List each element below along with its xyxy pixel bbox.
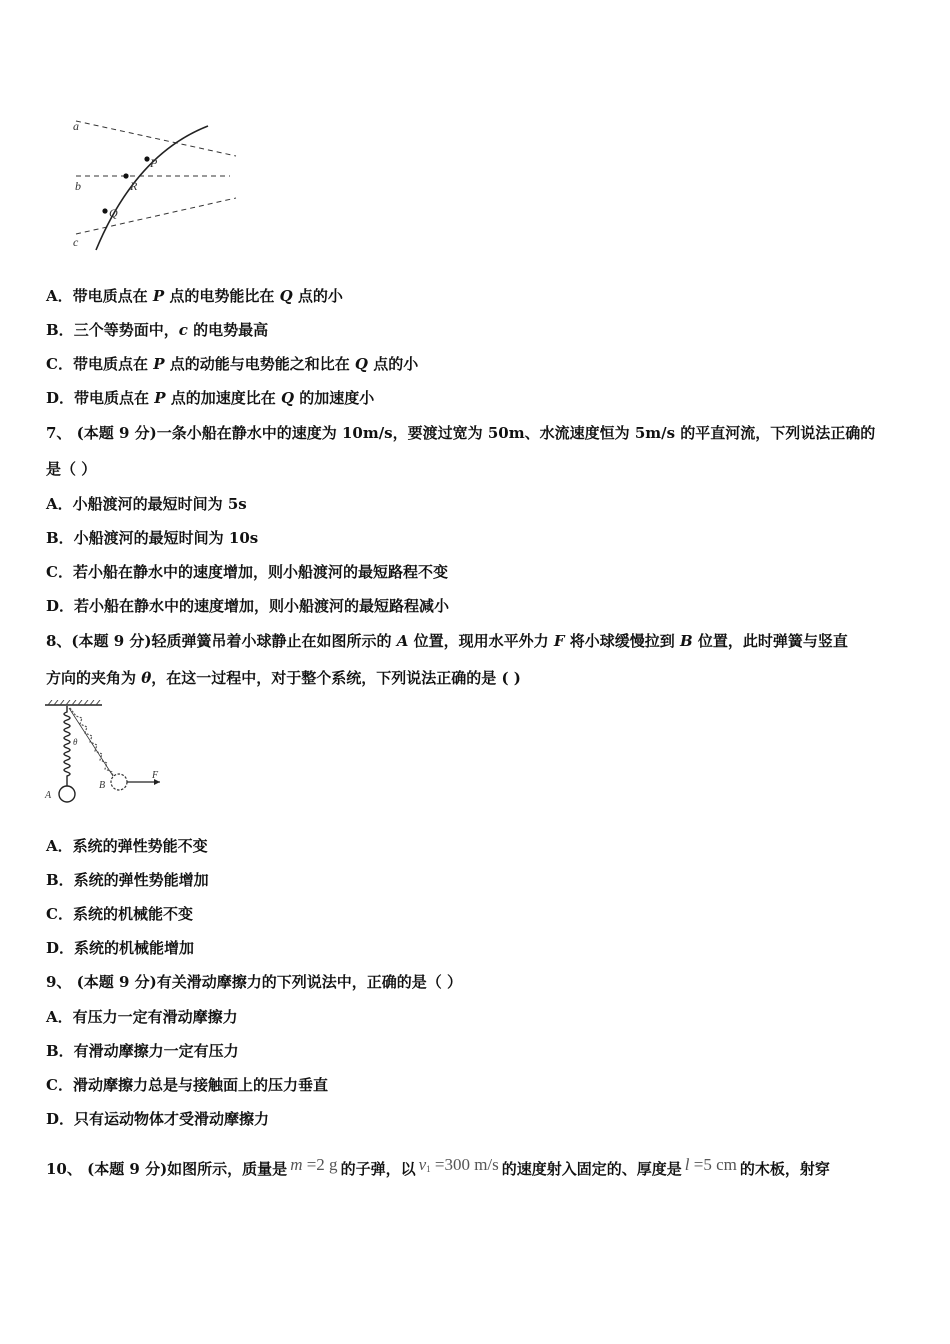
q7-stem-line2: 是（ ） bbox=[46, 460, 97, 478]
spring-figure bbox=[40, 700, 170, 806]
q7-option-b: B．小船渡河的最短时间为 10s bbox=[46, 529, 259, 547]
velocity-formula: $v_1 =300$ m/s bbox=[418, 1155, 499, 1174]
spring-vertical bbox=[64, 706, 70, 786]
q8-option-d: D．系统的机械能增加 bbox=[46, 939, 195, 957]
mass-formula: m =2 g bbox=[290, 1155, 338, 1174]
q7-option-a: A．小船渡河的最短时间为 5s bbox=[46, 495, 247, 513]
point-P bbox=[144, 156, 149, 161]
q8-option-a: A．系统的弹性势能不变 bbox=[46, 837, 208, 855]
q9-stem: 9、 (本题 9 分)有关滑动摩擦力的下列说法中，正确的是（ ） bbox=[46, 973, 462, 991]
label-theta: θ bbox=[73, 737, 78, 747]
label-a: a bbox=[73, 119, 79, 133]
ball-a bbox=[59, 786, 75, 802]
q6-option-a: A．带电质点在 P 点的电势能比在 Q 点的小 bbox=[46, 287, 343, 305]
q10-stem: 10、 (本题 9 分)如图所示，质量是 m =2 g 的子弹，以 $v_1 =300$ m/s 的速度射入固定的、厚度是 l =5 cm 的木板，射穿 bbox=[46, 1155, 830, 1178]
label-P: P bbox=[150, 156, 158, 170]
q8-stem-line1: 8、(本题 9 分)轻质弹簧吊着小球静止在如图所示的 A 位置，现用水平外力 F 将小球缓慢拉到 B 位置，此时弹簧与竖直 bbox=[46, 632, 848, 650]
q6-option-c: C．带电质点在 P 点的动能与电势能之和比在 Q 点的小 bbox=[46, 355, 419, 373]
q8-option-c: C．系统的机械能不变 bbox=[46, 905, 193, 923]
q6-option-b: B．三个等势面中，c 的电势最高 bbox=[46, 321, 269, 339]
label-F: F bbox=[152, 770, 159, 781]
equipotential-line-c bbox=[76, 198, 236, 234]
q7-stem-line1: 7、 (本题 9 分)一条小船在静水中的速度为 10m/s，要渡过宽为 50m、水流速度恒为 5m/s 的平直河流，下列说法正确的 bbox=[46, 424, 876, 442]
point-Q bbox=[102, 208, 107, 213]
label-B: B bbox=[99, 780, 106, 791]
label-Q: Q bbox=[109, 206, 118, 220]
ball-b bbox=[111, 774, 127, 790]
label-b: b bbox=[75, 179, 81, 193]
label-c: c bbox=[73, 235, 79, 249]
trajectory-curve bbox=[96, 126, 208, 250]
point-R bbox=[123, 173, 128, 178]
q8-option-b: B．系统的弹性势能增加 bbox=[46, 871, 209, 889]
q9-option-a: A．有压力一定有滑动摩擦力 bbox=[46, 1008, 238, 1026]
q9-option-d: D．只有运动物体才受滑动摩擦力 bbox=[46, 1110, 270, 1128]
q9-option-b: B．有滑动摩擦力一定有压力 bbox=[46, 1042, 239, 1060]
q6-option-d: D．带电质点在 P 点的加速度比在 Q 的加速度小 bbox=[46, 389, 375, 407]
equipotential-figure bbox=[68, 112, 243, 260]
equipotential-line-a bbox=[76, 121, 236, 156]
q9-option-c: C．滑动摩擦力总是与接触面上的压力垂直 bbox=[46, 1076, 328, 1094]
q8-stem-line2: 方向的夹角为 θ，在这一过程中，对于整个系统，下列说法正确的是 ( ) bbox=[46, 669, 521, 687]
label-R: R bbox=[130, 179, 138, 193]
thickness-formula: l =5 cm bbox=[684, 1155, 737, 1174]
label-A: A bbox=[45, 790, 52, 801]
q7-option-c: C．若小船在静水中的速度增加，则小船渡河的最短路程不变 bbox=[46, 563, 448, 581]
q7-option-d: D．若小船在静水中的速度增加，则小船渡河的最短路程减小 bbox=[46, 597, 450, 615]
